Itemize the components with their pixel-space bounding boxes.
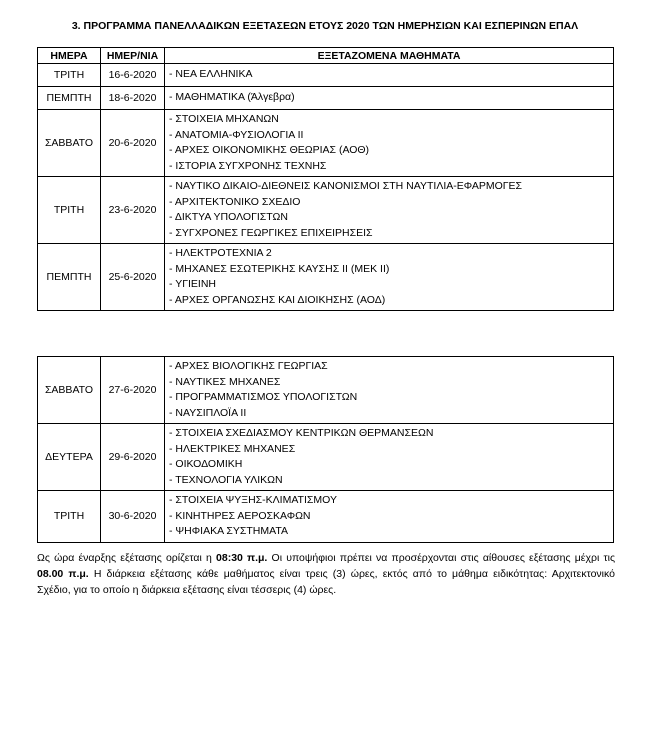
subject-item: - ΗΛΕΚΤΡΙΚΕΣ ΜΗΧΑΝΕΣ <box>169 442 296 455</box>
note-text: Ως ώρα έναρξης εξέτασης ορίζεται η <box>37 552 217 564</box>
subjects-cell <box>165 64 614 87</box>
subjects-cell <box>165 177 614 244</box>
exam-schedule-table-1 <box>37 47 614 311</box>
subject-item: - ΣΥΓΧΡΟΝΕΣ ΓΕΩΡΓΙΚΕΣ ΕΠΙΧΕΙΡΗΣΕΙΣ <box>169 226 373 239</box>
subject-item: - ΑΡΧΕΣ ΟΡΓΑΝΩΣΗΣ ΚΑΙ ΔΙΟΙΚΗΣΗΣ (ΑΟΔ) <box>169 293 386 306</box>
day-cell: ΤΡΙΤΗ <box>38 177 101 244</box>
table-body <box>38 64 614 311</box>
document-title: 3. ΠΡΟΓΡΑΜΜΑ ΠΑΝΕΛΛΑΔΙΚΩΝ ΕΞΕΤΑΣΕΩΝ ΕΤΟΥΣ 2020 ΤΩΝ ΗΜΕΡΗΣΙΩΝ ΚΑΙ ΕΣΠΕΡΙΝΩΝ ΕΠΑΛ <box>71 20 579 32</box>
subject-item: - ΝΑΥΤΙΚΕΣ ΜΗΧΑΝΕΣ <box>169 375 281 388</box>
subjects-cell <box>165 491 614 543</box>
table-row <box>38 110 614 177</box>
day-cell: ΤΡΙΤΗ <box>38 491 101 543</box>
subjects-cell <box>165 357 614 424</box>
subject-item: - ΨΗΦΙΑΚΑ ΣΥΣΤΗΜΑΤΑ <box>169 525 289 537</box>
subject-item: - ΝΑΥΤΙΚΟ ΔΙΚΑΙΟ-ΔΙΕΘΝΕΙΣ ΚΑΝΟΝΙΣΜΟΙ ΣΤΗ ΝΑΥΤΙΛΙΑ-ΕΦΑΡΜΟΓΕΣ <box>169 180 523 192</box>
date-cell: 16-6-2020 <box>101 64 165 87</box>
subject-item: - ΙΣΤΟΡΙΑ ΣΥΓΧΡΟΝΗΣ ΤΕΧΝΗΣ <box>169 159 327 172</box>
subject-item: - ΝΕΑ ΕΛΛΗΝΙΚΑ <box>169 68 253 81</box>
header-subjects: ΕΞΕΤΑΖΟΜΕΝΑ ΜΑΘΗΜΑΤΑ <box>165 48 614 64</box>
subject-item: - ΠΡΟΓΡΑΜΜΑΤΙΣΜΟΣ ΥΠΟΛΟΓΙΣΤΩΝ <box>169 391 358 403</box>
note-text: Οι υποψήφιοι πρέπει να προσέρχονται στις αίθουσες εξέτασης μέχρι τις <box>267 552 616 564</box>
exam-schedule-table-2 <box>37 356 614 543</box>
table-row <box>38 244 614 311</box>
subject-item: - ΣΤΟΙΧΕΙΑ ΨΥΞΗΣ-ΚΛΙΜΑΤΙΣΜΟΥ <box>169 494 337 506</box>
subject-item: - ΔΙΚΤΥΑ ΥΠΟΛΟΓΙΣΤΩΝ <box>169 211 288 223</box>
subject-item: - ΑΡΧΕΣ ΟΙΚΟΝΟΜΙΚΗΣ ΘΕΩΡΙΑΣ (ΑΟΘ) <box>169 144 370 156</box>
start-time: 08:30 π.μ. <box>216 552 268 564</box>
subject-item: - ΚΙΝΗΤΗΡΕΣ ΑΕΡΟΣΚΑΦΩΝ <box>169 509 311 522</box>
subjects-cell <box>165 87 614 110</box>
subject-item: - ΤΕΧΝΟΛΟΓΙΑ ΥΛΙΚΩΝ <box>169 473 283 486</box>
date-cell: 29-6-2020 <box>101 424 165 491</box>
subjects-cell <box>165 244 614 311</box>
table-row <box>38 424 614 491</box>
date-cell: 23-6-2020 <box>101 177 165 244</box>
date-cell: 30-6-2020 <box>101 491 165 543</box>
subjects-cell <box>165 110 614 177</box>
subject-item: - ΜΑΘΗΜΑΤΙΚΑ (Άλγεβρα) <box>169 91 295 104</box>
day-cell: ΠΕΜΠΤΗ <box>38 244 101 311</box>
subject-item: - ΑΝΑΤΟΜΙΑ-ΦΥΣΙΟΛΟΓΙΑ ΙΙ <box>169 128 304 141</box>
subject-item: - ΟΙΚΟΔΟΜΙΚΗ <box>169 458 243 470</box>
day-cell: ΣΑΒΒΑΤΟ <box>38 110 101 177</box>
day-cell: ΤΡΙΤΗ <box>38 64 101 87</box>
table-row <box>38 491 614 543</box>
date-cell: 27-6-2020 <box>101 357 165 424</box>
day-cell: ΣΑΒΒΑΤΟ <box>38 357 101 424</box>
arrival-time: 08.00 π.μ. <box>37 568 89 580</box>
subject-item: - ΑΡΧΕΣ ΒΙΟΛΟΓΙΚΗΣ ΓΕΩΡΓΙΑΣ <box>169 360 328 372</box>
subject-item: - ΥΓΙΕΙΝΗ <box>169 278 217 290</box>
day-cell: ΠΕΜΠΤΗ <box>38 87 101 110</box>
subjects-cell <box>165 424 614 491</box>
subject-item: - ΗΛΕΚΤΡΟΤΕΧΝΙΑ 2 <box>169 247 272 259</box>
table-row <box>38 87 614 110</box>
header-date: ΗΜΕΡ/ΝΙΑ <box>101 48 165 64</box>
day-cell: ΔΕΥΤΕΡΑ <box>38 424 101 491</box>
note-text: Η διάρκεια εξέτασης κάθε μαθήματος είναι τρεις (3) ώρες, εκτός από το μάθημα ειδικότητας: Αρχιτεκτονικό Σχέδιο, για το οποίο η διάρκεια εξέτασης είναι τέσσερις (4) ώρες. <box>37 568 615 596</box>
date-cell: 18-6-2020 <box>101 87 165 110</box>
subject-item: - ΝΑΥΣΙΠΛΟΪΑ ΙΙ <box>169 406 247 419</box>
table-row <box>38 357 614 424</box>
table-row <box>38 64 614 87</box>
table-row <box>38 177 614 244</box>
exam-time-note <box>37 550 615 598</box>
date-cell: 25-6-2020 <box>101 244 165 311</box>
table-header-row <box>38 48 614 64</box>
subject-item: - ΜΗΧΑΝΕΣ ΕΣΩΤΕΡΙΚΗΣ ΚΑΥΣΗΣ ΙΙ (ΜΕΚ ΙΙ) <box>169 262 390 275</box>
table-body <box>38 357 614 543</box>
header-day: ΗΜΕΡΑ <box>38 48 101 64</box>
subject-item: - ΣΤΟΙΧΕΙΑ ΣΧΕΔΙΑΣΜΟΥ ΚΕΝΤΡΙΚΩΝ ΘΕΡΜΑΝΣΕΩΝ <box>169 427 434 439</box>
date-cell: 20-6-2020 <box>101 110 165 177</box>
subject-item: - ΑΡΧΙΤΕΚΤΟΝΙΚΟ ΣΧΕΔΙΟ <box>169 195 301 208</box>
subject-item: - ΣΤΟΙΧΕΙΑ ΜΗΧΑΝΩΝ <box>169 113 279 125</box>
